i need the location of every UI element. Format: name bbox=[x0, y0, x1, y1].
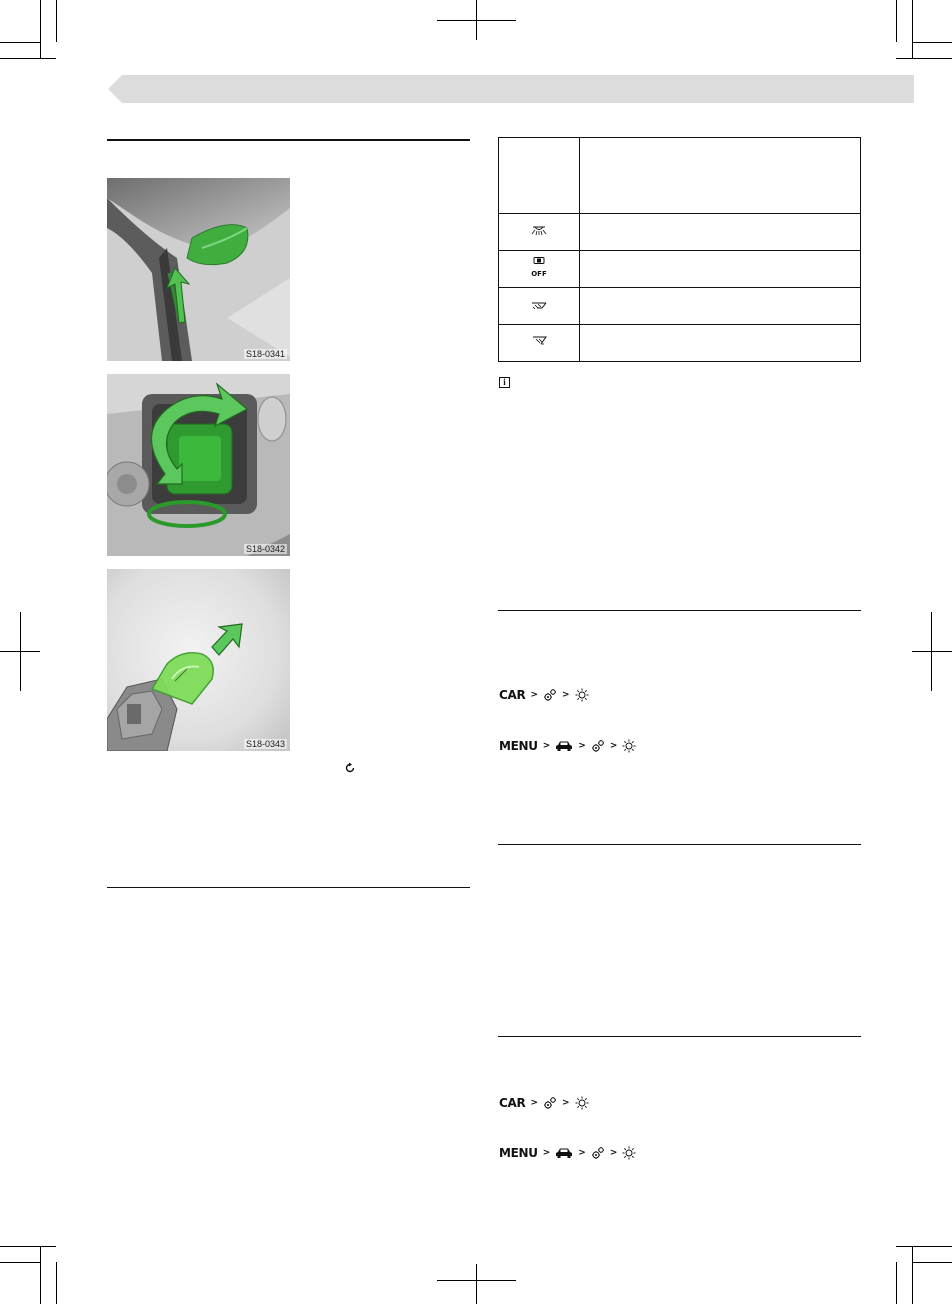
crop-mark bbox=[476, 0, 477, 40]
light-icon bbox=[622, 739, 636, 753]
crop-mark bbox=[0, 1262, 40, 1263]
crop-mark bbox=[40, 1246, 41, 1304]
crop-mark bbox=[931, 612, 932, 691]
door-contact-icon bbox=[530, 335, 548, 347]
table-row bbox=[499, 288, 861, 325]
figure-code: S18-0341 bbox=[245, 349, 285, 359]
crop-mark bbox=[912, 651, 952, 652]
figure-1-illustration bbox=[107, 178, 290, 361]
nav-key-car: CAR bbox=[499, 688, 526, 702]
rotate-clockwise-icon bbox=[344, 762, 356, 774]
crop-mark bbox=[476, 1264, 477, 1304]
settings-icon bbox=[591, 1146, 605, 1160]
figure-remove-cover bbox=[107, 178, 290, 361]
figure-code: S18-0343 bbox=[245, 739, 285, 749]
nav-separator: > bbox=[609, 741, 618, 751]
crop-mark bbox=[896, 0, 897, 42]
interior-light-icon bbox=[530, 224, 548, 236]
crop-mark bbox=[0, 1246, 56, 1247]
door-light-icon bbox=[530, 300, 548, 310]
section-rule bbox=[498, 610, 861, 611]
table-row bbox=[499, 214, 861, 251]
crop-mark bbox=[896, 1246, 952, 1247]
table-header-cell bbox=[580, 138, 861, 214]
section-rule bbox=[107, 139, 470, 141]
nav-path-car bbox=[499, 688, 589, 702]
figure-remove-bulb bbox=[107, 569, 290, 751]
crop-mark bbox=[56, 0, 57, 42]
table-symbol-cell bbox=[499, 288, 580, 325]
table-header-row bbox=[499, 138, 861, 214]
settings-icon bbox=[543, 688, 557, 702]
crop-mark bbox=[896, 58, 952, 59]
settings-icon bbox=[543, 1096, 557, 1110]
nav-path-menu bbox=[499, 1146, 636, 1160]
crop-mark bbox=[40, 0, 41, 58]
crop-mark bbox=[20, 612, 21, 691]
table-description-cell bbox=[580, 214, 861, 251]
nav-key-menu: MENU bbox=[499, 1146, 538, 1160]
nav-separator: > bbox=[542, 741, 551, 751]
nav-separator: > bbox=[561, 690, 570, 700]
nav-separator: > bbox=[578, 741, 586, 751]
light-symbol-table bbox=[498, 137, 861, 362]
table-symbol-cell bbox=[499, 325, 580, 362]
chapter-header-band bbox=[108, 75, 914, 103]
lamp-icon bbox=[532, 257, 546, 264]
figure-turn-bulb-holder bbox=[107, 374, 290, 556]
crop-mark bbox=[0, 58, 56, 59]
table-description-cell bbox=[580, 288, 861, 325]
table-description-cell bbox=[580, 251, 861, 288]
table-row bbox=[499, 325, 861, 362]
figure-3-illustration bbox=[107, 569, 290, 751]
crop-mark bbox=[912, 1246, 913, 1304]
nav-key-car: CAR bbox=[499, 1096, 526, 1110]
nav-separator: > bbox=[578, 1148, 586, 1158]
nav-separator: > bbox=[561, 1098, 570, 1108]
figure-2-illustration bbox=[107, 374, 290, 556]
light-icon bbox=[622, 1146, 636, 1160]
nav-path-car bbox=[499, 1096, 589, 1110]
light-icon bbox=[575, 688, 589, 702]
section-rule bbox=[498, 844, 861, 845]
crop-mark bbox=[0, 42, 40, 43]
nav-separator: > bbox=[530, 1098, 538, 1108]
off-label: OFF bbox=[531, 270, 547, 278]
light-off-icon bbox=[531, 257, 547, 280]
nav-separator: > bbox=[609, 1148, 618, 1158]
section-rule bbox=[498, 1036, 861, 1037]
table-symbol-cell bbox=[499, 251, 580, 288]
crop-mark bbox=[912, 0, 913, 58]
crop-mark bbox=[896, 1262, 897, 1304]
nav-separator: > bbox=[542, 1148, 551, 1158]
nav-key-menu: MENU bbox=[499, 739, 538, 753]
info-icon: i bbox=[499, 377, 510, 388]
crop-mark bbox=[56, 1262, 57, 1304]
nav-path-menu bbox=[499, 739, 636, 753]
figure-code: S18-0342 bbox=[245, 544, 285, 554]
crop-mark bbox=[912, 1262, 952, 1263]
light-icon bbox=[575, 1096, 589, 1110]
table-description-cell bbox=[580, 325, 861, 362]
table-row bbox=[499, 251, 861, 288]
settings-icon bbox=[591, 739, 605, 753]
nav-separator: > bbox=[530, 690, 538, 700]
crop-mark bbox=[912, 42, 952, 43]
section-rule bbox=[107, 887, 470, 888]
car-icon bbox=[555, 740, 573, 752]
car-icon bbox=[555, 1147, 573, 1159]
table-header-cell bbox=[499, 138, 580, 214]
table-symbol-cell bbox=[499, 214, 580, 251]
